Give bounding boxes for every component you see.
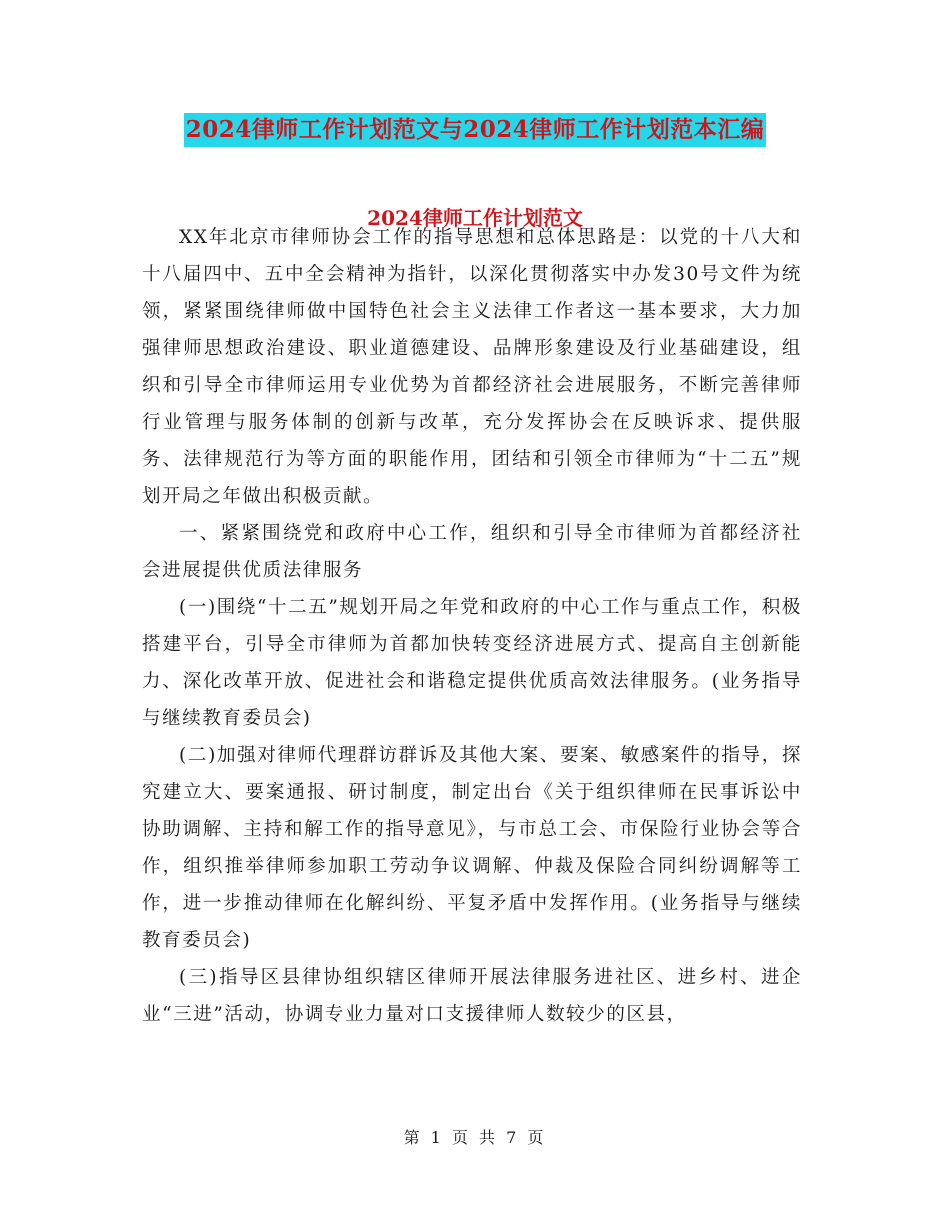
body-paragraph: 一、紧紧围绕党和政府中心工作，组织和引导全市律师为首都经济社会进展提供优质法律服务	[142, 523, 802, 581]
body-paragraph: XX年北京市律师协会工作的指导思想和总体思路是：以党的十八大和十八届四中、五中全会精神为指针，以深化贯彻落实中办发30号文件为统领，紧紧围绕律师做中国特色社会主义法律工作者这一基本要求，大力加强律师思想政治建设、职业道德建设、品牌形象建设及行业基础建设，组织和引导全市律师运用专业优势为首都经济社会进展服务，不断完善律师行业管理与服务体制的创新与改革，充分发挥协会在反映诉求、提供服务、法律规范行为等方面的职能作用，团结和引领全市律师为“十二五”规划开局之年做出积极贡献。	[142, 227, 802, 507]
document-title	[0, 113, 950, 147]
body-paragraph: (一)围绕“十二五”规划开局之年党和政府的中心工作与重点工作，积极搭建平台，引导全市律师为首都加快转变经济进展方式、提高自主创新能力、深化改革开放、促进社会和谐稳定提供优质高效法律服务。(业务指导与继续教育委员会)	[142, 597, 802, 729]
document-body	[142, 219, 802, 1033]
body-paragraph: (二)加强对律师代理群访群诉及其他大案、要案、敏感案件的指导，探究建立大、要案通报、研讨制度，制定出台《关于组织律师在民事诉讼中协助调解、主持和解工作的指导意见》，与市总工会、市保险行业协会等合作，组织推举律师参加职工劳动争议调解、仲裁及保险合同纠纷调解等工作，进一步推动律师在化解纠纷、平复矛盾中发挥作用。(业务指导与继续教育委员会)	[142, 745, 802, 951]
section-title: 2024律师工作计划范文	[367, 206, 583, 230]
body-paragraph: (三)指导区县律协组织辖区律师开展法律服务进社区、进乡村、进企业“三进”活动，协调专业力量对口支援律师人数较少的区县，	[142, 967, 802, 1025]
page-footer: 第 1 页 共 7 页	[403, 1128, 547, 1147]
document-title-text: 2024律师工作计划范文与2024律师工作计划范本汇编	[184, 113, 767, 147]
